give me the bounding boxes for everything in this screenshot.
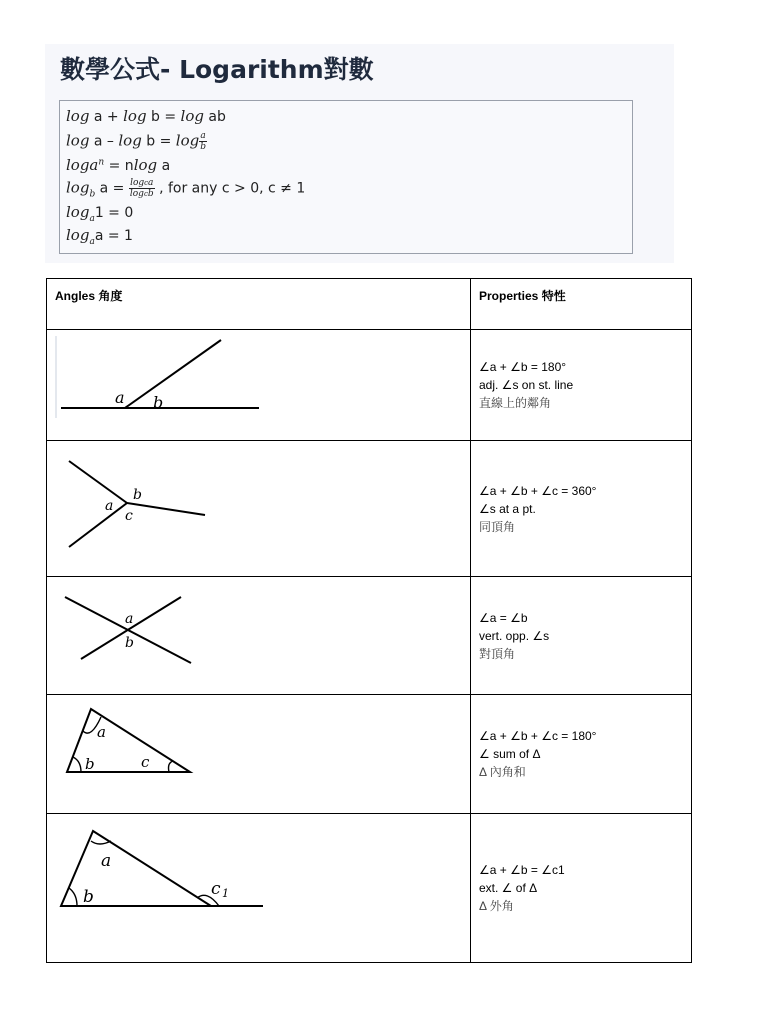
fraction-numerator: a — [200, 131, 206, 141]
property-name: adj. ∠s on st. line — [479, 378, 574, 392]
property-formula: ∠a + ∠b = ∠c1 — [479, 863, 565, 877]
formula-power-rule — [66, 156, 170, 174]
properties-column-header: Properties 特性 — [471, 279, 692, 330]
ray — [69, 503, 127, 547]
angle-label-a: a — [125, 611, 134, 627]
angles-table — [46, 278, 692, 963]
ray — [127, 503, 205, 515]
angle-arc — [73, 757, 81, 772]
property-name: ∠s at a pt. — [479, 501, 536, 516]
property-chinese: 直線上的鄰角 — [479, 396, 552, 410]
formula-text: loga — [66, 156, 99, 174]
formula-text: a = — [95, 180, 129, 197]
fraction — [129, 178, 155, 199]
formula-text: b — [147, 189, 154, 199]
property-formula: ∠a + ∠b + ∠c = 360° — [479, 483, 597, 498]
angles-at-point-diagram — [47, 441, 471, 572]
angle-label-b: b — [125, 635, 134, 651]
property-name: ∠ sum of Δ — [479, 747, 541, 761]
subscript: a — [89, 213, 95, 224]
formula-text: log — [66, 131, 90, 150]
formula-text: log — [133, 156, 158, 174]
figure-triangle-angle-sum — [47, 695, 471, 814]
table-row — [47, 330, 692, 441]
formula-text: log — [123, 107, 147, 125]
property-chinese: 同頂角 — [479, 519, 516, 534]
angle-label-c: c — [125, 508, 133, 524]
formula-text: 1 = 0 — [94, 205, 134, 221]
formula-text: log — [180, 107, 204, 125]
property-formula: ∠a + ∠b + ∠c = 180° — [479, 729, 597, 743]
properties-cell — [471, 814, 692, 963]
angle-label-a: a — [101, 851, 112, 871]
property-formula: ∠a + ∠b = 180° — [479, 360, 567, 374]
formula-log-of-base — [66, 226, 133, 247]
properties-cell — [471, 695, 692, 814]
figure-angles-at-point — [47, 441, 471, 577]
fraction-denominator: b — [200, 142, 206, 152]
angle-label-a: a — [115, 388, 125, 407]
table-row — [47, 441, 692, 577]
properties-cell — [471, 441, 692, 577]
table-row — [47, 814, 692, 963]
angle-label-c: c — [211, 879, 221, 899]
formula-text: log — [66, 178, 90, 197]
subscript: c — [144, 179, 149, 187]
properties-cell — [471, 577, 692, 695]
angle-label-a: a — [97, 723, 106, 741]
subscript: c — [143, 190, 148, 198]
formula-text: log — [66, 203, 90, 221]
properties-cell — [471, 330, 692, 441]
formula-box — [59, 100, 633, 254]
table-header-row — [47, 279, 692, 330]
formula-text: log — [129, 189, 144, 199]
formula-text: a — [148, 178, 154, 188]
ray — [69, 461, 127, 503]
property-name: vert. opp. ∠s — [479, 628, 550, 643]
formula-text: b = — [141, 133, 176, 150]
angles-column-header: Angles 角度 — [47, 279, 471, 330]
angle-label-b: b — [133, 487, 142, 503]
formula-text: b = — [146, 109, 181, 125]
adjacent-angles-diagram — [47, 330, 471, 436]
angle-label-subscript: 1 — [222, 887, 229, 900]
table-row — [47, 577, 692, 695]
formula-change-of-base — [66, 178, 305, 199]
formula-panel — [45, 44, 674, 263]
page-title: 數學公式- Logarithm對數 — [60, 55, 374, 84]
angle-arc — [69, 888, 77, 906]
ray — [125, 340, 221, 408]
formula-text: ab — [203, 109, 226, 125]
formula-text: , for any c > 0, c ≠ 1 — [154, 180, 306, 197]
property-formula: ∠a = ∠b — [479, 610, 528, 625]
formula-text: a – — [89, 133, 119, 150]
figure-triangle-exterior-angle — [47, 814, 471, 963]
property-chinese: Δ 外角 — [479, 899, 514, 913]
subscript: a — [89, 236, 95, 247]
subscript: b — [89, 189, 96, 200]
table-row — [47, 695, 692, 814]
formula-text: log — [66, 107, 90, 125]
formula-text: a — [157, 158, 171, 174]
angle-label-b: b — [85, 755, 95, 773]
formula-text: log — [118, 131, 142, 150]
property-chinese: Δ 內角和 — [479, 765, 526, 779]
formula-quotient-rule — [66, 131, 207, 152]
angle-label-b: b — [83, 887, 94, 907]
angle-label-a: a — [105, 498, 114, 514]
angle-label-b: b — [153, 393, 164, 412]
exponent: n — [98, 157, 105, 168]
formula-log-of-one — [66, 203, 133, 224]
figure-adjacent-angles — [47, 330, 471, 441]
formula-text: log — [130, 178, 145, 188]
formula-text: a + — [89, 109, 124, 125]
formula-text: = n — [104, 158, 134, 174]
angle-label-c: c — [141, 753, 150, 771]
fraction — [199, 131, 207, 152]
property-chinese: 對頂角 — [479, 646, 516, 661]
formula-text: a = 1 — [94, 228, 133, 244]
triangle-exterior-angle-diagram — [47, 814, 471, 958]
formula-product-rule — [66, 107, 226, 125]
vertically-opposite-diagram — [47, 577, 471, 690]
triangle-angle-sum-diagram — [47, 695, 471, 809]
figure-vertically-opposite-angles — [47, 577, 471, 695]
property-name: ext. ∠ of Δ — [479, 881, 538, 895]
formula-text: log — [175, 131, 200, 150]
fraction-numerator — [129, 178, 155, 189]
angle-arc — [169, 761, 174, 772]
formula-text: log — [66, 226, 90, 244]
fraction-denominator — [129, 189, 155, 199]
